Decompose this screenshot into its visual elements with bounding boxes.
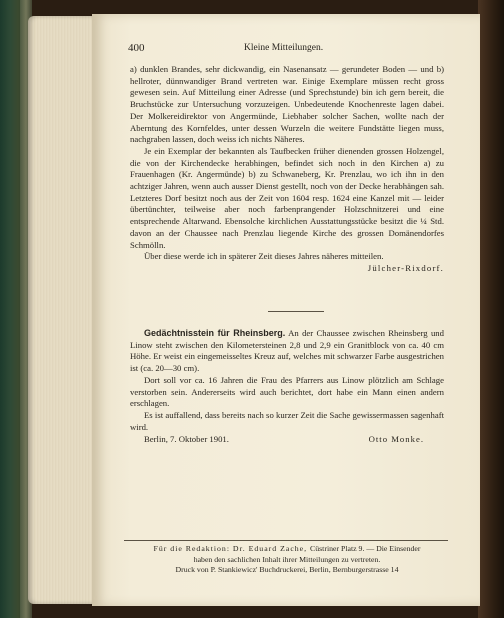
article-rheinsberg xyxy=(130,328,444,446)
paragraph: Es ist auffallend, dass bereits nach so kurzer Zeit die Sache gewissermassen sagenhaft wird. xyxy=(130,409,444,432)
previous-article-text xyxy=(130,64,444,275)
footer-line-1 xyxy=(126,544,448,555)
right-cover xyxy=(478,0,504,618)
signature-author: Otto Monke. xyxy=(368,434,424,445)
paragraph: Über diese werde ich in späterer Zeit dieses Jahres näheres mitteilen. xyxy=(144,251,384,262)
paragraph: Je ein Exemplar der bekannten als Taufbecken früher dienenden grossen Holzengel, die von der Kirchendecke herabhingen, befindet sich noch in den Kirchen a) zu Frauenhagen (Kr. Angermünde) b) zu Schwaneberg, Kr. Prenzlau, wo ich ihn in den achtziger Jahren, wenn auch ausser Dienst gestellt, noch von der Decke herabhängen sah. Letzteres Dorf besitzt noch aus der Zeit von 1604 resp. 1624 eine Kanzel mit — leider übertünchter, teilweise aber noch farbenprangender Holzschnitzerei und eine entsprechende Altarwand. Ebensolche kirchlichen Ausstattungsstücke besitzt die ¼ Std. davon an der Chaussee nach Prenzlau liegende Kirche des grossen Domänendorfes Schmölln. xyxy=(130,145,444,250)
signature-row xyxy=(130,434,444,446)
footer-rule xyxy=(124,540,448,541)
signature: Jülcher-Rixdorf. xyxy=(367,262,444,273)
paragraph: a) dunklen Brandes, sehr dickwandig, ein Nasenansatz — gerundeter Boden — und b) hellroter, dünnwandiger Brand vertreten war. Einige Exemplare müssen recht gross gewesen sein. Auf Mitteilung einer Adresse (und Sprechstunde) bin ich gern bereit, die Bruchstücke zur Untersuchung vorzuzeigen. Unbedeutende Knochenreste lagen dabei. Der Molkereidirektor von Angermünde, Liebhaber solcher Sachen, wollte nach der Aberntung des Kornfeldes, unter dessen Wurzeln die weitere Fundstätte liegen muss, nachgraben lassen, doch weiss ich nichts Näheres. xyxy=(130,64,444,145)
signature-date: Berlin, 7. Oktober 1901. xyxy=(144,434,229,445)
footer-line-1a: Für die Redaktion: Dr. Eduard Zache, xyxy=(153,544,311,553)
imprint-footer xyxy=(126,544,448,576)
page-number: 400 xyxy=(128,42,145,54)
footer-line-3: Druck von P. Stankiewicz' Buchdruckerei, Berlin, Bernburgerstrasse 14 xyxy=(175,565,399,574)
paragraph: An der Chaussee zwischen Rheinsberg und Linow steht zwischen den Kilometersteinen 2,8 und 2,9 ein Granitblock von ca. 40 cm Höhe. Er weist ein eingemeisseltes Kreuz auf, welches mit schwarzer Farbe ausgestrichen ist (ca. 20—30 cm). xyxy=(130,328,444,374)
footer-line-2: haben den sachlichen Inhalt ihrer Mitteilungen zu vertreten. xyxy=(193,554,381,564)
footer-line-1b: Cüstriner Platz 9. — Die Einsender xyxy=(310,544,421,553)
page-stack-edge xyxy=(28,16,96,604)
running-title: Kleine Mitteilungen. xyxy=(244,43,324,53)
page-header xyxy=(128,42,448,56)
section-divider xyxy=(268,311,324,312)
book-page xyxy=(92,14,480,606)
paragraph: Dort soll vor ca. 16 Jahren die Frau des Pfarrers aus Linow plötzlich am Schlage verstorben sein. Andererseits wird auch berichtet, dort habe ein Mann einen andern erschlagen. xyxy=(130,374,444,409)
article-heading: Gedächtnisstein für Rheinsberg. xyxy=(144,328,286,338)
